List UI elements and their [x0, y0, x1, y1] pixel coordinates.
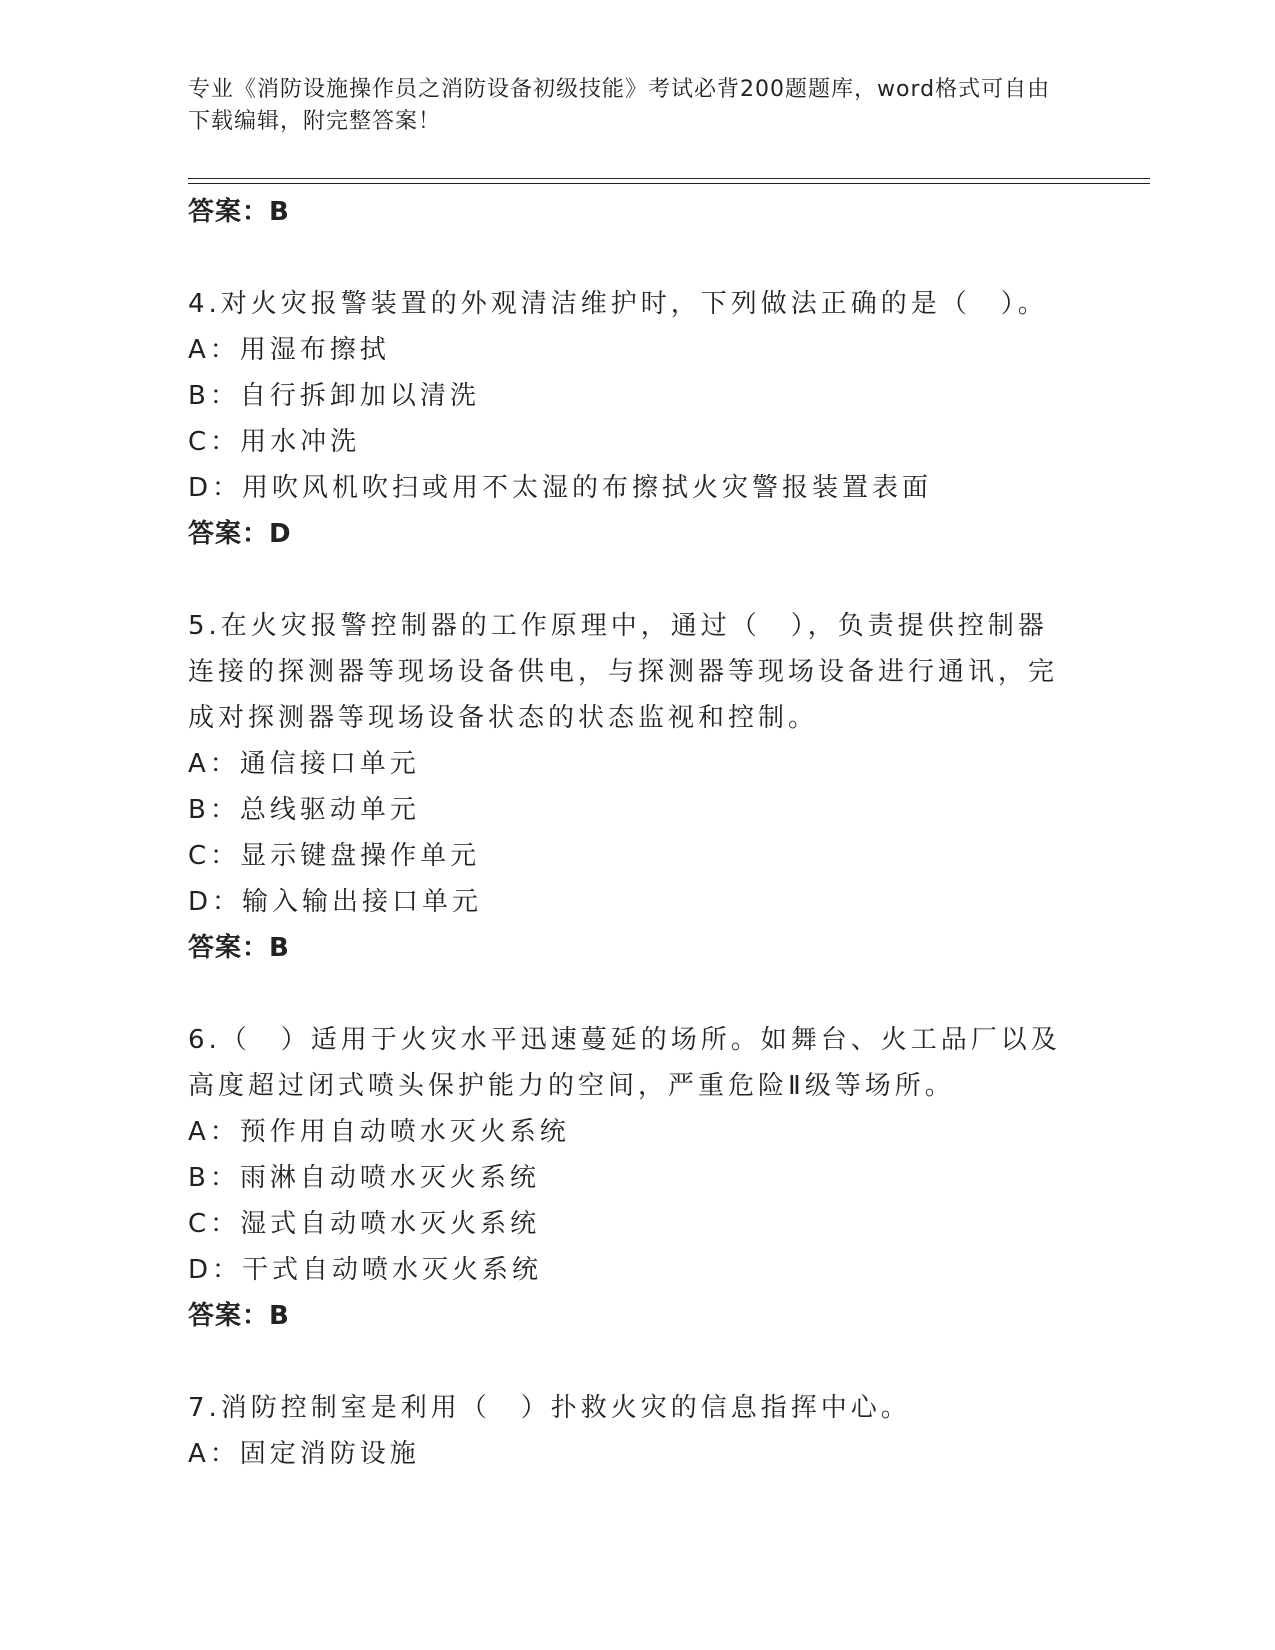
answer-line: 答案：B [188, 933, 290, 963]
option-a: A：通信接口单元 [188, 749, 420, 779]
option-c: C：显示键盘操作单元 [188, 841, 481, 871]
option-a: A：用湿布擦拭 [188, 335, 390, 365]
option-d: D：输入输出接口单元 [188, 887, 483, 917]
document-header: 专业《消防设施操作员之消防设备初级技能》考试必背200题题库，word格式可自由下载编辑，附完整答案！ [188, 77, 1051, 134]
option-a: A：预作用自动喷水灭火系统 [188, 1117, 570, 1147]
option-a: A：固定消防设施 [188, 1439, 420, 1469]
option-b: B：自行拆卸加以清洗 [188, 381, 480, 411]
question-block [188, 281, 1068, 557]
question-content [188, 189, 1068, 1477]
option-d: D：用吹风机吹扫或用不太湿的布擦拭火灾警报装置表面 [188, 473, 933, 503]
option-d: D：干式自动喷水灭火系统 [188, 1255, 543, 1285]
header-divider-bottom [188, 183, 1150, 184]
option-b: B：雨淋自动喷水灭火系统 [188, 1163, 540, 1193]
question-block [188, 603, 1068, 971]
answer-line: 答案：B [188, 197, 290, 227]
option-c: C：用水冲洗 [188, 427, 361, 457]
answer-line: 答案：D [188, 519, 292, 549]
question-text: 7.消防控制室是利用（ ）扑救火灾的信息指挥中心。 [188, 1393, 911, 1423]
question-block [188, 1017, 1068, 1339]
header-divider-top [188, 178, 1150, 179]
option-c: C：湿式自动喷水灭火系统 [188, 1209, 541, 1239]
answer-line: 答案：B [188, 1301, 290, 1331]
option-b: B：总线驱动单元 [188, 795, 420, 825]
question-text: 6.（ ）适用于火灾水平迅速蔓延的场所。如舞台、火工品厂以及高度超过闭式喷头保护能力的空间，严重危险Ⅱ级等场所。 [188, 1025, 1061, 1101]
question-text: 5.在火灾报警控制器的工作原理中，通过（ ），负责提供控制器连接的探测器等现场设备供电，与探测器等现场设备进行通讯，完成对探测器等现场设备状态的状态监视和控制。 [188, 611, 1059, 733]
question-text: 4.对火灾报警装置的外观清洁维护时，下列做法正确的是（ ）。 [188, 289, 1048, 319]
question-block [188, 1385, 1068, 1477]
